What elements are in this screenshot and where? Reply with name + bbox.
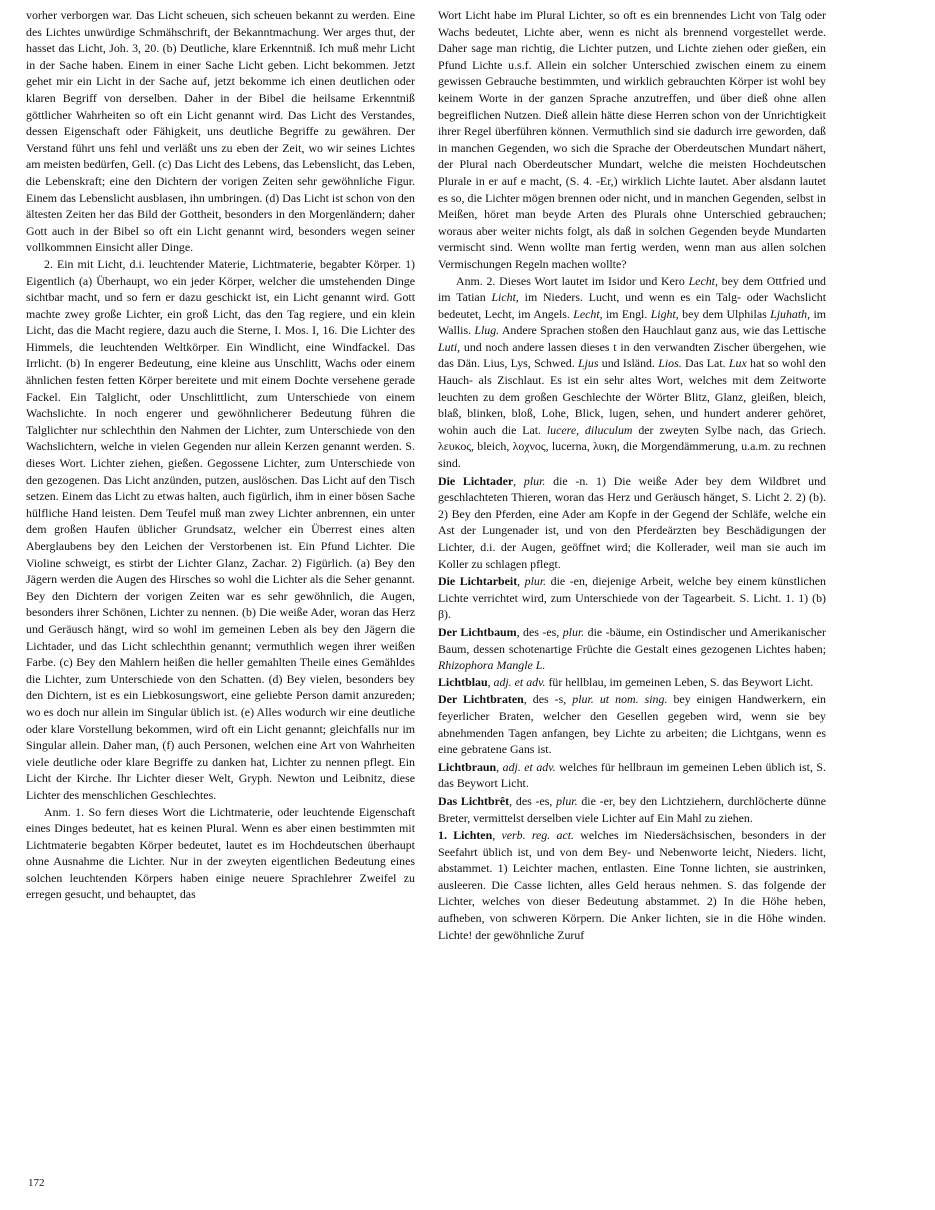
text-run: die -bäume, ein Ostindischer und Amerikanischer Baum, dessen schotenartige Früchte die Gestalt eines gezogenen Lichtes haben;: [438, 624, 826, 656]
italic-term: plur.: [562, 624, 585, 639]
italic-term: Luti,: [438, 339, 461, 354]
headword: 1. Lichten: [438, 828, 493, 843]
italic-term: Llug.: [474, 323, 500, 338]
text-run: der zweyten Sylbe nach, das Griech. λευκος, bleich, λοχνος, lucerna, λυκη, die Morgendämmerung, u.a.m. zu rechnen sind.: [438, 422, 826, 471]
right-column: [438, 7, 826, 943]
italic-term: Lios.: [658, 356, 682, 371]
text-run: 2. Ein mit Licht, d.i. leuchtender Materie, Lichtmaterie, begabter Körper. 1) Eigentlich (a) Überhaupt, wo ein jeder Körper, welcher die umstehenden Dinge sichtbar macht, und so fern er dazu geschickt ist, ein Licht genannt wird. Gott machte zwey große Lichter, ein groß Licht, das den Tag regiere, und ein klein Licht, das die Macht regiere, dazu auch die Sterne, I. Mos. I, 16. Die Lichter des Himmels, die leuchtenden Weltkörper. Ein Windlicht, eine Windfackel. Das Irrlicht. (b) In engerer Bedeutung, eine kleine aus Unschlitt, Wachs oder einem ähnlichen festen fetten Körper bereitete und mit einem Dochte versehene gerade Fackel. Ein Talglicht, oder Unschlittlicht, zum Unterschiede von einem Wachslichte. In noch engerer und gewöhnlicherer Bedeutung führen die Talglichter nur schlechthin den Nahmen der Lichter, zum Unterschiede von den Wachslichtern, welche in vielen Gegenden nur allein Kerzen genannt werden. S. dieses Wort. Lichter ziehen, gießen. Gegossene Lichter, zum Unterschiede von den gezogenen. Das Licht anzünden, putzen, auslöschen. Das Licht auf den Tisch setzen. Einem das Licht zu etwas halten, auch figürlich, ihm in einer bösen Sache hülfliche Hand leisten. Dem Teufel muß man zwey Lichter anbrennen, ein unter dem großen Haufen üblicher Grundsatz, welcher ein Überrest eines alten Aberglaubens bey den Leichen der Verstorbenen ist. Ein Pfund Lichter. Die Violine schweigt, es stirbt der Lichter Glanz, Zachar. 2) Figürlich. (a) Bey den Jägern werden die Augen des Hirsches so wohl die Lichter als die Seher genannt. Bey den Dichtern der vorigen Zeiten war es sehr gewöhnlich, die Augen, besonders ihrer Schönen, Lichter zu nennen. (b) Die weiße Ader, woran das Herz und Geräusch hängt, wird so wohl im gemeinen Leben als bey den Jägern die Lichtader, und das Licht schlechthin genannt; vermuthlich wegen ihrer weißen Farbe. (c) Bey den Mahlern heißen die heller gemahlten Theile eines Gemähldes die Lichter, zum Unterschiede von den Schatten. (d) Bey vielen, besonders bey den Dichtern, ist es ein Liebkosungswort, eine geliebte Person damit anzureden; wo es doch nur allein im Singular üblich ist. (e) Alles wodurch wir eine deutliche oder klare Vorstellung bekommen, wird oft ein Licht genannt; gleichfalls nur im Singular allein. Daher man, (f) auch Personen, welchen eine Art von Wahrheiten viele deutliche oder klare Begriffe zu danken hat, Lichter zu nennen pflegt. Ein Licht der Kirche. Ihr Lichter dieser Welt, Gryph. Newton und Leibnitz, diese Lichter des menschlichen Geschlechtes.: [26, 256, 415, 802]
dictionary-entry: [438, 793, 826, 826]
paragraph: [438, 674, 826, 691]
page-number: 172: [28, 1177, 45, 1189]
dictionary-entry: [438, 827, 826, 943]
text-run: für hellblau, im gemeinen Leben, S. das Beywort Licht.: [545, 674, 814, 689]
italic-term: Licht,: [491, 290, 519, 305]
paragraph: [438, 273, 826, 472]
dictionary-entry: [438, 573, 826, 623]
italic-term: Ljuhath,: [770, 306, 811, 321]
text-run: bey dem Ulphilas: [678, 306, 771, 321]
text-run: , des -es,: [516, 624, 563, 639]
italic-term: adj. et adv.: [502, 759, 556, 774]
text-run: die -er, bey den Lichtziehern, durchlöcherte dünne Breter, vermittelst derselben viele Lichter auf Ein Mahl zu ziehen.: [438, 793, 826, 825]
italic-term: Light,: [650, 306, 679, 321]
paragraph: [26, 7, 415, 256]
text-run: vorher verborgen war. Das Licht scheuen, sich scheuen bekannt zu werden. Eine des Lichtes unwürdige Schmähschrift, der Bekanntmachung. Wer arges thut, der hasset das Licht, Joh. 3, 20. (b) Deutliche, klare Erkenntniß. Ich muß mehr Licht in der Sache haben. Einem in einer Sache Licht geben. Licht bekommen. Jetzt gehet mir ein Licht in der Sache auf, jetzt bekomme ich einen deutlichen oder klaren Begriff von derselben. Daher in der Bibel die heilsame Erkenntniß göttlicher Wahrheiten so oft ein Licht genannt wird. Das Licht des Verstandes, dessen Eigenschaft oder Fähigkeit, uns deutliche Begriffe zu gewähren. Der Verstand führt uns fehl und verläßt uns zu eben der Zeit, wo wir seines Lichtes am meisten bedürfen, Gell. (c) Das Licht des Lebens, das Lebenslicht, das Leben, die Lebenskraft; eine den Dichtern der vorigen Zeiten sehr gewöhnliche Figur. Einem das Lebenslicht ausblasen, ihn umbringen. (d) Das Licht ist schon von den ältesten Zeiten her das Bild der Gottheit, besonders in den Morgenländern; daher Gott auch in der Bibel so oft ein Licht genannt wird, besonders wegen seiner vollkommnen Einsicht aller Dinge.: [26, 8, 415, 255]
text-run: Anm. 1. So fern dieses Wort die Lichtmaterie, oder leuchtende Eigenschaft eines Dinges bedeutet, hat es keinen Plural. Wenn es aber einen bestimmten mit Lichtmaterie begabten Körper bedeutet, lautet es im Hochdeutschen überhaupt ohne Ausnahme die Lichter. Nur in der zweyten eigentlichen Bedeutung eines solchen leuchtenden Körpers haben einige neuere Sprachlehrer Zweifel zu erregen gesucht, und behauptet, das: [26, 804, 415, 902]
headword: Die Lichtader: [438, 473, 514, 488]
italic-term: plur. ut nom. sing.: [572, 692, 668, 707]
text-run: bey einigen Handwerkern, ein feyerlicher Braten, welcher den Gesellen gegeben wird, wenn sie bey abnehmenden Tagen anfangen, bey Lichte zu arbeiten; die Lichtgans, wenn es eine gebratene Gans ist.: [438, 692, 826, 757]
paragraph: [26, 256, 415, 804]
text-run: welches für hellbraun im gemeinen Leben üblich ist, S. das Beywort Licht.: [438, 759, 827, 791]
headword: Die Lichtarbeit: [438, 574, 518, 589]
italic-term: adj. et adv.: [493, 674, 546, 689]
text-run: ,: [487, 674, 494, 689]
text-run: im Nieders. Lucht, und wenn es ein Talg- oder Wachslicht bedeutet, Lecht, im Angels.: [438, 290, 827, 321]
dictionary-entry: [438, 624, 826, 674]
text-run: Andere Sprachen stoßen den Hauchlaut ganz aus, wie das Lettische: [499, 323, 826, 338]
italic-term: plur.: [524, 574, 547, 589]
italic-term: plur.: [556, 793, 578, 808]
text-run: ,: [492, 828, 502, 843]
text-run: , des -s,: [523, 692, 573, 707]
italic-term: verb. reg. act.: [501, 828, 575, 843]
text-run: Das Lat.: [681, 356, 729, 371]
text-run: im Wallis.: [438, 306, 827, 338]
text-run: im Engl.: [602, 306, 651, 321]
dictionary-entry: [438, 691, 826, 757]
text-run: ,: [517, 574, 525, 589]
text-run: ,: [513, 473, 524, 488]
headword: Der Lichtbraten: [438, 692, 524, 707]
text-run: und Isländ.: [598, 356, 659, 371]
text-run: bey dem Ottfried und im Tatian: [438, 273, 827, 305]
paragraph: [438, 7, 826, 273]
paragraph: [26, 804, 415, 904]
italic-term: Lecht,: [573, 306, 603, 321]
text-run: Wort Licht habe im Plural Lichter, so oft es ein brennendes Licht von Talg oder Wachs bedeutet, Lichte aber, wenn es nicht als brennend vorgestellet werde. Daher sage man richtig, die Lichter putzen, und Lichte ziehen oder gießen, ein Pfund Lichte u.s.f. Allein ein solcher Unterschied zwischen einem zu einem gewissen Gebrauche bestimmten, und wirklich gebrauchten Körper ist wohl bey keinem Worte in der ganzen Sprache anzutreffen, und über dieß ohne allen begreiflichen Nutzen. Dieß allein hätte diese Herren schon von der Unrichtigkeit ihrer Regel überführen können. Vermuthlich sind sie dadurch irre geworden, daß in manchen Gegenden, wo sich die Sprache der Oberdeutschen Mundart nähert, der Plural nach Oberdeutscher Mundart, welche die meisten Hochdeutschen Plurale in er auf e macht, (S. 4. -Er,) wirklich Lichte lautet. Aber alsdann lautet es so, die Lichter mögen brennen oder nicht, und in manchen Gegenden, selbst in Meißen, höret man beyde Arten des Plurals ohne Unterschied gebrauchen; woraus aber weiter nichts folgt, als daß in solchen Gegenden beyde Mundarten vermischt sind. Wenn wollte man fertig werden, wenn man aus allen solchen Vermischungen Regeln machen wollte?: [438, 8, 826, 271]
italic-term: plur.: [523, 473, 546, 488]
italic-term: Rhizophora Mangle L.: [438, 658, 546, 673]
headword: Das Lichtbrêt: [438, 793, 510, 808]
text-run: hat so wohl den Hauch- als Zischlaut. Es ist ein sehr altes Wort, welches mit dem Zeitworte leuchten zu dem großen Geschlechte der Wörter Blitz, Glanz, gleißen, bleich, blaß, blinken, bloß, Lohe, Blick, lugen, sehen, und hundert anderer gehöret, wohin auch die Lat.: [438, 356, 826, 437]
text-run: ,: [496, 759, 503, 774]
headword: Lichtblau: [438, 674, 488, 689]
dictionary-entry: [438, 473, 826, 573]
italic-term: Lux: [728, 356, 747, 371]
text-run: die -en, diejenige Arbeit, welche bey einem künstlichen Lichte verrichtet wird, zum Unterschiede von der Tagearbeit. S. Licht. 1. 1) (b) β).: [438, 574, 826, 622]
text-run: , des -es,: [509, 793, 557, 808]
text-run: und noch andere lassen dieses t in den verwandten Zischer übergehen, wie das Dän. Lius, Lys, Schwed.: [438, 339, 826, 371]
italic-term: Lecht,: [688, 273, 718, 288]
dictionary-entry: [438, 759, 826, 792]
text-run: welches im Niedersächsischen, besonders in der Seefahrt üblich ist, und von dem Bey- und Nebenworte leicht, Nieders. licht, abstammet. 1) Leichter machen, entlasten. Eine Tonne lichten, sie austrinken, ausleeren. Die Casse lichten, alles Geld heraus nehmen. S. das folgende der Lichter, welches von dieser Bedeutung abstammet. 2) In die Höhe heben, aufheben, von schweren Körpern. Die Anker lichten, sie in die Höhe winden. Lichte! der gewöhnliche Zuruf: [438, 828, 827, 942]
italic-term: lucere, diluculum: [546, 422, 633, 437]
text-run: Anm. 2. Dieses Wort lautet im Isidor und Kero: [456, 273, 689, 288]
italic-term: Ljus: [577, 356, 599, 371]
text-run: die -n. 1) Die weiße Ader bey dem Wildbret und geschlachteten Thieren, woran das Herz und Geräusch hänget, S. Licht 2. 2) (b). 2) Bey den Pferden, eine Ader am Kopfe in der Gegend der Schläfe, welche ein Ast der Lungenader ist, und von den Pferdeärzten bey Beschädigungen der Lichter, d.i. der Augen, geöffnet wird; die Kollerader, weil man sie auch im Koller zu schlagen pflegt.: [438, 473, 826, 571]
headword: Lichtbraun: [438, 759, 497, 774]
left-column: [26, 7, 415, 903]
headword: Der Lichtbaum: [438, 624, 517, 639]
